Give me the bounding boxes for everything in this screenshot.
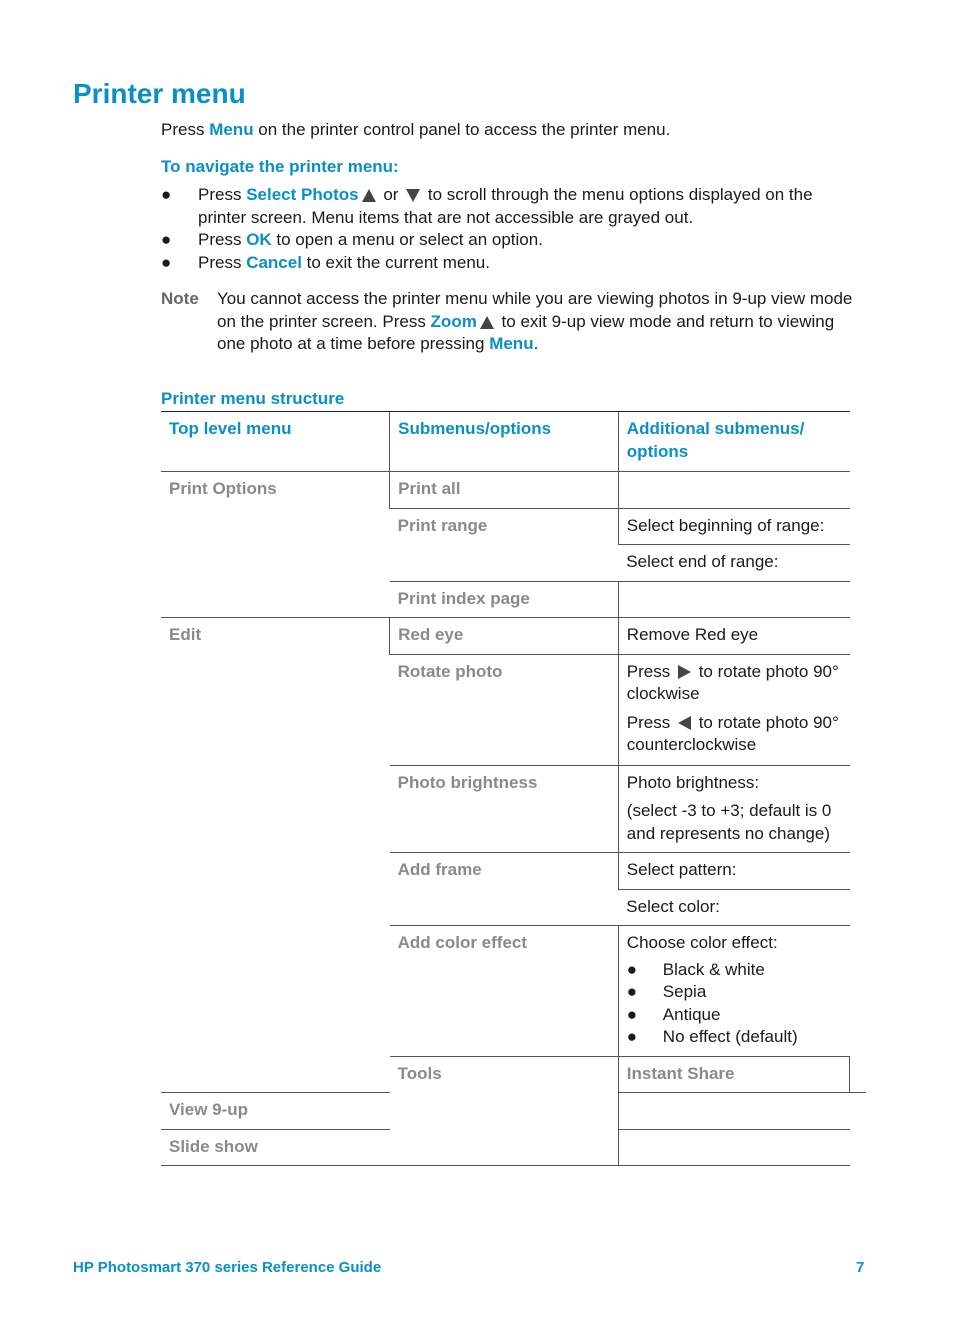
option-cell [618,472,849,509]
note-block [161,288,861,356]
note-body [217,288,861,356]
top-level-cell: Edit [161,618,390,1093]
press-text: Press [626,661,675,681]
brightness-note: (select -3 to +3; default is 0 and represents no change) [626,801,832,843]
or-text: or [378,185,404,204]
bullet-icon: ● [626,1004,638,1024]
submenu-cell: Rotate photo [390,654,619,765]
scroll-text: to scroll through the menu options displayed on the printer screen. Menu items that are not accessible are grayed out. [198,185,813,227]
column-header: Top level menu [161,412,390,472]
intro-paragraph [161,120,670,140]
footer-guide-title: HP Photosmart 370 series Reference Guide [73,1259,382,1276]
press-text: Press [198,252,247,272]
list-item [627,959,842,982]
table-row [161,618,866,655]
rotate-cw-text [627,661,842,706]
submenu-cell: Print all [390,472,619,509]
effect-label: Black & white [662,959,765,979]
list-item [627,1026,842,1049]
rotate-text: to rotate photo 90° counterclockwise [626,712,839,754]
cancel-text: to exit the current menu. [301,252,490,272]
press-text: Press [198,230,247,249]
effects-list [627,959,842,1049]
bullet-icon: ● [161,185,172,204]
cancel-key: Cancel [246,252,302,272]
note-text: to exit 9-up view mode and return to viewing one photo at a time before pressing [217,311,835,353]
option-cell [618,926,849,1057]
menu-structure-table [161,411,866,1166]
bullet-icon: ● [626,982,638,1001]
submenu-cell: View 9-up [161,1093,390,1130]
column-header: Submenus/options [390,412,619,472]
top-level-cell: Tools [390,1056,619,1166]
option-cell [618,765,849,853]
rotate-ccw-text [627,712,842,757]
bullet-icon: ● [161,230,172,249]
list-item [627,981,842,1004]
submenu-cell: Instant Share [618,1056,849,1093]
press-text: Press [626,712,675,732]
navigate-list [161,184,861,274]
up-arrow-icon [480,316,494,329]
color-effect-label: Choose color effect: [626,933,778,952]
ok-text: to open a menu or select an option. [271,230,543,249]
option-cell: Select pattern: [618,853,849,890]
table-row [161,472,866,509]
list-item [161,229,861,252]
press-text: Press [198,185,247,204]
rotate-text: to rotate photo 90° clockwise [626,661,839,703]
option-cell [618,581,849,618]
submenu-cell: Print index page [390,581,619,618]
submenu-cell: Photo brightness [390,765,619,853]
option-cell: Remove Red eye [618,618,849,655]
page-title: Printer menu [73,78,246,109]
structure-heading: Printer menu structure [161,389,345,408]
option-cell: Select end of range: [618,545,849,582]
up-arrow-icon [362,189,376,202]
bullet-icon: ● [626,1027,638,1046]
option-cell [618,1129,849,1166]
down-arrow-icon [406,189,420,202]
submenu-cell: Slide show [161,1129,390,1166]
intro-text-end: on the printer control panel to access the printer menu. [253,120,671,139]
submenu-cell: Add frame [390,853,619,926]
brightness-label: Photo brightness: [626,772,760,792]
submenu-cell: Red eye [390,618,619,655]
option-cell: Select beginning of range: [618,508,849,545]
option-cell: Select color: [618,889,849,926]
note-label: Note [161,289,199,308]
effect-label: No effect (default) [662,1027,798,1046]
menu-key-label: Menu [209,120,254,139]
right-arrow-icon [678,665,691,679]
column-header: Additional submenus/ options [618,412,849,472]
zoom-key: Zoom [430,311,477,331]
list-item [161,252,861,275]
effect-label: Sepia [662,982,707,1001]
bullet-icon: ● [626,959,638,979]
submenu-cell: Print range [390,508,619,581]
note-text: You cannot access the printer menu while you are viewing photos in 9-up view mode on the printer screen. Press [217,289,853,331]
option-cell [618,654,849,765]
table-header-row [161,412,866,472]
select-photos-key: Select Photos [246,185,359,204]
list-item [161,184,861,229]
left-arrow-icon [678,716,691,730]
page-number: 7 [856,1259,865,1276]
note-text: . [533,334,539,353]
navigate-heading: To navigate the printer menu: [161,157,399,176]
menu-key-label: Menu [489,334,534,353]
option-cell [618,1093,849,1130]
option-cell [850,1056,867,1093]
ok-key: OK [246,230,272,249]
effect-label: Antique [662,1004,721,1024]
top-level-cell: Print Options [161,472,390,618]
submenu-cell: Add color effect [390,926,619,1057]
list-item [627,1004,842,1027]
intro-text: Press [161,120,210,139]
bullet-icon: ● [161,252,172,272]
